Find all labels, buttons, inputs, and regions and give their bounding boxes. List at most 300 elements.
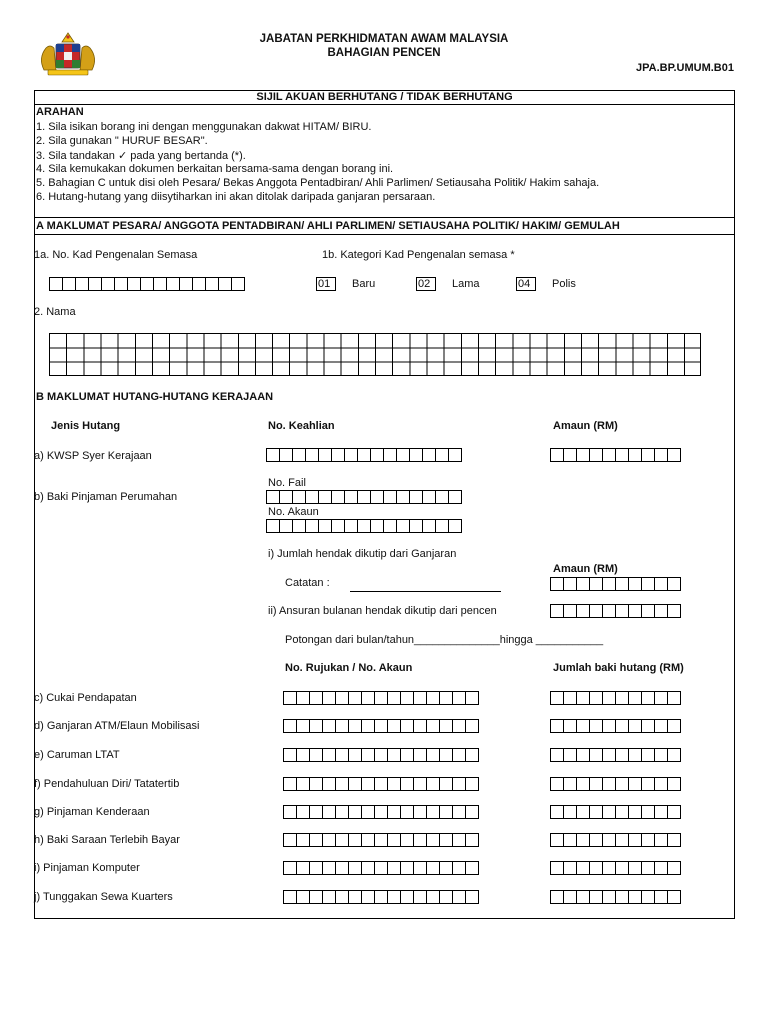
character-box[interactable]: [439, 890, 453, 904]
character-box[interactable]: [448, 519, 462, 533]
character-box[interactable]: [589, 719, 603, 733]
character-box[interactable]: [615, 861, 629, 875]
character-box[interactable]: [615, 805, 629, 819]
character-box[interactable]: [465, 833, 479, 847]
character-box[interactable]: [602, 805, 616, 819]
character-box[interactable]: [409, 519, 423, 533]
character-box[interactable]: [413, 833, 427, 847]
character-box[interactable]: [153, 277, 167, 291]
character-box[interactable]: [654, 833, 668, 847]
character-box[interactable]: [309, 833, 323, 847]
character-box[interactable]: [296, 861, 310, 875]
character-box[interactable]: [331, 490, 345, 504]
character-box[interactable]: [426, 890, 440, 904]
character-box[interactable]: [266, 519, 280, 533]
character-box[interactable]: [266, 448, 280, 462]
character-box[interactable]: [348, 805, 362, 819]
character-box[interactable]: [283, 719, 297, 733]
character-box[interactable]: [348, 890, 362, 904]
character-box[interactable]: [426, 748, 440, 762]
character-box[interactable]: [166, 277, 180, 291]
character-box[interactable]: [218, 277, 232, 291]
housing-file-no-input[interactable]: [266, 490, 462, 504]
character-box[interactable]: [387, 890, 401, 904]
character-box[interactable]: [667, 577, 681, 591]
character-box[interactable]: [409, 490, 423, 504]
character-box[interactable]: [348, 719, 362, 733]
character-box[interactable]: [305, 490, 319, 504]
character-box[interactable]: [374, 833, 388, 847]
character-box[interactable]: [641, 448, 655, 462]
character-box[interactable]: [628, 719, 642, 733]
character-box[interactable]: [589, 861, 603, 875]
character-box[interactable]: [615, 604, 629, 618]
character-box[interactable]: [296, 691, 310, 705]
character-box[interactable]: [452, 805, 466, 819]
character-box[interactable]: [344, 490, 358, 504]
character-box[interactable]: [589, 777, 603, 791]
character-box[interactable]: [361, 691, 375, 705]
character-box[interactable]: [576, 748, 590, 762]
reference-input[interactable]: [283, 861, 479, 875]
character-box[interactable]: [192, 277, 206, 291]
character-box[interactable]: [667, 833, 681, 847]
character-box[interactable]: [361, 861, 375, 875]
character-box[interactable]: [309, 805, 323, 819]
character-box[interactable]: [576, 604, 590, 618]
character-box[interactable]: [283, 748, 297, 762]
character-box[interactable]: [654, 691, 668, 705]
character-box[interactable]: [563, 890, 577, 904]
character-box[interactable]: [413, 719, 427, 733]
character-box[interactable]: [628, 833, 642, 847]
character-box[interactable]: [448, 490, 462, 504]
character-box[interactable]: [348, 777, 362, 791]
character-box[interactable]: [615, 890, 629, 904]
character-box[interactable]: [400, 861, 414, 875]
character-box[interactable]: [322, 777, 336, 791]
character-box[interactable]: [465, 777, 479, 791]
character-box[interactable]: [413, 890, 427, 904]
character-box[interactable]: [357, 490, 371, 504]
character-box[interactable]: [641, 833, 655, 847]
character-box[interactable]: [374, 861, 388, 875]
character-box[interactable]: [589, 577, 603, 591]
character-box[interactable]: [426, 691, 440, 705]
character-box[interactable]: [426, 805, 440, 819]
character-box[interactable]: [396, 519, 410, 533]
character-box[interactable]: [335, 805, 349, 819]
character-box[interactable]: [602, 577, 616, 591]
character-box[interactable]: [387, 833, 401, 847]
character-box[interactable]: [641, 777, 655, 791]
character-box[interactable]: [589, 890, 603, 904]
character-box[interactable]: [615, 448, 629, 462]
name-input-grid[interactable]: [49, 333, 701, 376]
character-box[interactable]: [335, 861, 349, 875]
reference-input[interactable]: [283, 691, 479, 705]
character-box[interactable]: [452, 777, 466, 791]
character-box[interactable]: [550, 861, 564, 875]
character-box[interactable]: [563, 719, 577, 733]
ic-category-code[interactable]: 04: [516, 277, 536, 291]
character-box[interactable]: [654, 577, 668, 591]
character-box[interactable]: [641, 719, 655, 733]
character-box[interactable]: [550, 748, 564, 762]
character-box[interactable]: [292, 448, 306, 462]
character-box[interactable]: [426, 777, 440, 791]
balance-input[interactable]: [550, 833, 681, 847]
character-box[interactable]: [296, 748, 310, 762]
character-box[interactable]: [279, 448, 293, 462]
character-box[interactable]: [322, 861, 336, 875]
character-box[interactable]: [296, 805, 310, 819]
character-box[interactable]: [576, 833, 590, 847]
character-box[interactable]: [318, 490, 332, 504]
character-box[interactable]: [335, 748, 349, 762]
character-box[interactable]: [387, 719, 401, 733]
character-box[interactable]: [550, 777, 564, 791]
character-box[interactable]: [452, 890, 466, 904]
character-box[interactable]: [88, 277, 102, 291]
character-box[interactable]: [615, 833, 629, 847]
character-box[interactable]: [387, 748, 401, 762]
character-box[interactable]: [361, 805, 375, 819]
character-box[interactable]: [628, 604, 642, 618]
character-box[interactable]: [283, 890, 297, 904]
ic-number-input[interactable]: [49, 277, 245, 291]
character-box[interactable]: [283, 833, 297, 847]
character-box[interactable]: [615, 777, 629, 791]
character-box[interactable]: [576, 805, 590, 819]
character-box[interactable]: [322, 890, 336, 904]
reference-input[interactable]: [283, 777, 479, 791]
character-box[interactable]: [344, 519, 358, 533]
character-box[interactable]: [439, 691, 453, 705]
character-box[interactable]: [396, 490, 410, 504]
character-box[interactable]: [641, 861, 655, 875]
character-box[interactable]: [75, 277, 89, 291]
character-box[interactable]: [654, 719, 668, 733]
character-box[interactable]: [400, 748, 414, 762]
character-box[interactable]: [452, 691, 466, 705]
character-box[interactable]: [589, 748, 603, 762]
character-box[interactable]: [322, 719, 336, 733]
character-box[interactable]: [563, 448, 577, 462]
character-box[interactable]: [602, 777, 616, 791]
character-box[interactable]: [563, 777, 577, 791]
ic-category-code[interactable]: 01: [316, 277, 336, 291]
ic-category-code[interactable]: 02: [416, 277, 436, 291]
character-box[interactable]: [576, 777, 590, 791]
character-box[interactable]: [602, 691, 616, 705]
character-box[interactable]: [283, 777, 297, 791]
reference-input[interactable]: [283, 719, 479, 733]
character-box[interactable]: [292, 490, 306, 504]
character-box[interactable]: [335, 719, 349, 733]
character-box[interactable]: [322, 691, 336, 705]
character-box[interactable]: [550, 577, 564, 591]
character-box[interactable]: [452, 748, 466, 762]
character-box[interactable]: [296, 890, 310, 904]
character-box[interactable]: [654, 604, 668, 618]
character-box[interactable]: [335, 890, 349, 904]
character-box[interactable]: [370, 448, 384, 462]
character-box[interactable]: [563, 805, 577, 819]
character-box[interactable]: [205, 277, 219, 291]
character-box[interactable]: [374, 890, 388, 904]
character-box[interactable]: [335, 833, 349, 847]
character-box[interactable]: [309, 719, 323, 733]
character-box[interactable]: [348, 861, 362, 875]
character-box[interactable]: [439, 805, 453, 819]
character-box[interactable]: [348, 748, 362, 762]
character-box[interactable]: [400, 833, 414, 847]
character-box[interactable]: [550, 890, 564, 904]
character-box[interactable]: [426, 861, 440, 875]
character-box[interactable]: [615, 691, 629, 705]
balance-input[interactable]: [550, 805, 681, 819]
character-box[interactable]: [602, 748, 616, 762]
character-box[interactable]: [667, 604, 681, 618]
housing-account-no-input[interactable]: [266, 519, 462, 533]
character-box[interactable]: [422, 490, 436, 504]
character-box[interactable]: [563, 691, 577, 705]
character-box[interactable]: [641, 805, 655, 819]
character-box[interactable]: [641, 691, 655, 705]
character-box[interactable]: [426, 833, 440, 847]
character-box[interactable]: [448, 448, 462, 462]
character-box[interactable]: [413, 777, 427, 791]
character-box[interactable]: [322, 805, 336, 819]
character-box[interactable]: [374, 748, 388, 762]
character-box[interactable]: [628, 861, 642, 875]
character-box[interactable]: [296, 833, 310, 847]
character-box[interactable]: [615, 577, 629, 591]
character-box[interactable]: [602, 861, 616, 875]
character-box[interactable]: [576, 719, 590, 733]
character-box[interactable]: [439, 861, 453, 875]
character-box[interactable]: [309, 890, 323, 904]
character-box[interactable]: [615, 719, 629, 733]
character-box[interactable]: [602, 448, 616, 462]
character-box[interactable]: [641, 890, 655, 904]
character-box[interactable]: [309, 777, 323, 791]
character-box[interactable]: [439, 719, 453, 733]
character-box[interactable]: [465, 805, 479, 819]
character-box[interactable]: [140, 277, 154, 291]
character-box[interactable]: [576, 577, 590, 591]
character-box[interactable]: [296, 719, 310, 733]
character-box[interactable]: [400, 777, 414, 791]
character-box[interactable]: [426, 719, 440, 733]
character-box[interactable]: [667, 890, 681, 904]
character-box[interactable]: [435, 448, 449, 462]
character-box[interactable]: [576, 890, 590, 904]
character-box[interactable]: [589, 448, 603, 462]
pension-amount-input[interactable]: [550, 604, 681, 618]
character-box[interactable]: [465, 748, 479, 762]
reference-input[interactable]: [283, 833, 479, 847]
reference-input[interactable]: [283, 748, 479, 762]
character-box[interactable]: [628, 577, 642, 591]
character-box[interactable]: [589, 833, 603, 847]
character-box[interactable]: [563, 604, 577, 618]
character-box[interactable]: [357, 519, 371, 533]
balance-input[interactable]: [550, 719, 681, 733]
character-box[interactable]: [309, 861, 323, 875]
character-box[interactable]: [667, 777, 681, 791]
character-box[interactable]: [114, 277, 128, 291]
character-box[interactable]: [357, 448, 371, 462]
character-box[interactable]: [374, 691, 388, 705]
kwsp-member-input[interactable]: [266, 448, 462, 462]
character-box[interactable]: [435, 490, 449, 504]
character-box[interactable]: [628, 777, 642, 791]
character-box[interactable]: [628, 691, 642, 705]
character-box[interactable]: [654, 777, 668, 791]
character-box[interactable]: [413, 748, 427, 762]
character-box[interactable]: [400, 719, 414, 733]
character-box[interactable]: [396, 448, 410, 462]
character-box[interactable]: [563, 861, 577, 875]
character-box[interactable]: [465, 719, 479, 733]
character-box[interactable]: [101, 277, 115, 291]
character-box[interactable]: [387, 777, 401, 791]
character-box[interactable]: [283, 805, 297, 819]
character-box[interactable]: [550, 805, 564, 819]
character-box[interactable]: [279, 490, 293, 504]
character-box[interactable]: [602, 604, 616, 618]
character-box[interactable]: [628, 748, 642, 762]
character-box[interactable]: [654, 890, 668, 904]
character-box[interactable]: [370, 490, 384, 504]
character-box[interactable]: [628, 890, 642, 904]
character-box[interactable]: [589, 805, 603, 819]
character-box[interactable]: [641, 577, 655, 591]
character-box[interactable]: [563, 748, 577, 762]
character-box[interactable]: [641, 748, 655, 762]
character-box[interactable]: [383, 519, 397, 533]
character-box[interactable]: [387, 861, 401, 875]
character-box[interactable]: [305, 448, 319, 462]
character-box[interactable]: [654, 748, 668, 762]
character-box[interactable]: [413, 805, 427, 819]
character-box[interactable]: [387, 691, 401, 705]
character-box[interactable]: [361, 719, 375, 733]
character-box[interactable]: [179, 277, 193, 291]
character-box[interactable]: [550, 691, 564, 705]
character-box[interactable]: [589, 604, 603, 618]
character-box[interactable]: [667, 748, 681, 762]
character-box[interactable]: [654, 448, 668, 462]
character-box[interactable]: [413, 861, 427, 875]
character-box[interactable]: [602, 833, 616, 847]
character-box[interactable]: [550, 604, 564, 618]
character-box[interactable]: [628, 448, 642, 462]
character-box[interactable]: [413, 691, 427, 705]
character-box[interactable]: [400, 691, 414, 705]
character-box[interactable]: [335, 691, 349, 705]
character-box[interactable]: [589, 691, 603, 705]
character-box[interactable]: [361, 777, 375, 791]
kwsp-amount-input[interactable]: [550, 448, 681, 462]
character-box[interactable]: [348, 833, 362, 847]
character-box[interactable]: [127, 277, 141, 291]
character-box[interactable]: [292, 519, 306, 533]
character-box[interactable]: [602, 890, 616, 904]
character-box[interactable]: [439, 748, 453, 762]
character-box[interactable]: [370, 519, 384, 533]
character-box[interactable]: [667, 448, 681, 462]
character-box[interactable]: [400, 890, 414, 904]
character-box[interactable]: [296, 777, 310, 791]
character-box[interactable]: [361, 833, 375, 847]
character-box[interactable]: [654, 805, 668, 819]
character-box[interactable]: [667, 691, 681, 705]
character-box[interactable]: [422, 448, 436, 462]
character-box[interactable]: [439, 777, 453, 791]
character-box[interactable]: [654, 861, 668, 875]
balance-input[interactable]: [550, 777, 681, 791]
character-box[interactable]: [576, 448, 590, 462]
character-box[interactable]: [361, 890, 375, 904]
character-box[interactable]: [331, 448, 345, 462]
character-box[interactable]: [49, 277, 63, 291]
character-box[interactable]: [348, 691, 362, 705]
character-box[interactable]: [231, 277, 245, 291]
character-box[interactable]: [322, 833, 336, 847]
gratuity-amount-input[interactable]: [550, 577, 681, 591]
character-box[interactable]: [62, 277, 76, 291]
character-box[interactable]: [615, 748, 629, 762]
character-box[interactable]: [576, 861, 590, 875]
character-box[interactable]: [374, 777, 388, 791]
balance-input[interactable]: [550, 691, 681, 705]
character-box[interactable]: [279, 519, 293, 533]
character-box[interactable]: [383, 490, 397, 504]
character-box[interactable]: [465, 890, 479, 904]
character-box[interactable]: [361, 748, 375, 762]
character-box[interactable]: [641, 604, 655, 618]
character-box[interactable]: [465, 861, 479, 875]
balance-input[interactable]: [550, 890, 681, 904]
character-box[interactable]: [550, 448, 564, 462]
character-box[interactable]: [563, 833, 577, 847]
character-box[interactable]: [331, 519, 345, 533]
reference-input[interactable]: [283, 805, 479, 819]
character-box[interactable]: [550, 719, 564, 733]
character-box[interactable]: [602, 719, 616, 733]
character-box[interactable]: [576, 691, 590, 705]
character-box[interactable]: [435, 519, 449, 533]
character-box[interactable]: [439, 833, 453, 847]
character-box[interactable]: [309, 691, 323, 705]
character-box[interactable]: [322, 748, 336, 762]
character-box[interactable]: [344, 448, 358, 462]
character-box[interactable]: [305, 519, 319, 533]
character-box[interactable]: [452, 861, 466, 875]
character-box[interactable]: [452, 833, 466, 847]
character-box[interactable]: [465, 691, 479, 705]
character-box[interactable]: [667, 805, 681, 819]
character-box[interactable]: [400, 805, 414, 819]
balance-input[interactable]: [550, 748, 681, 762]
character-box[interactable]: [283, 861, 297, 875]
character-box[interactable]: [383, 448, 397, 462]
character-box[interactable]: [422, 519, 436, 533]
character-box[interactable]: [667, 719, 681, 733]
